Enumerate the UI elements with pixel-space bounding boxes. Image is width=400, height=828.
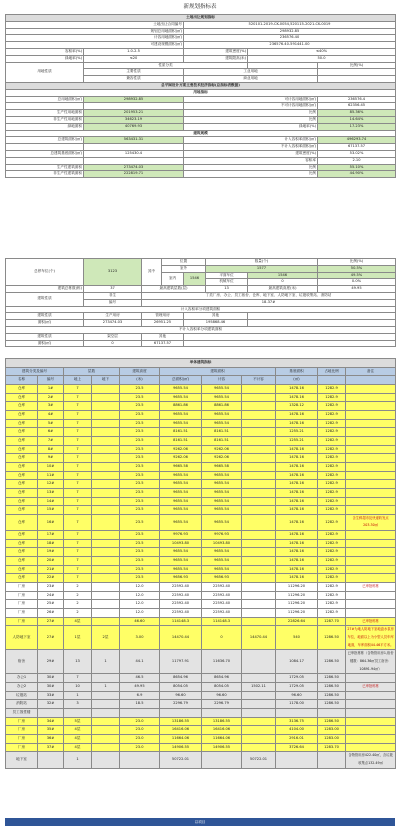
table-row: 办公1 30# 7 46.5 8654.96 8654.96 1729.05 1286.50 bbox=[6, 674, 396, 683]
footer-bar: 以项目 bbox=[5, 818, 395, 826]
calc-area-label: 计容用地面积(㎡) bbox=[6, 35, 184, 42]
total-area-value: 298932.85 bbox=[184, 28, 396, 35]
table-row: 仓库 4# 7 23.5 9655.54 9655.54 1478.16 1282.9 bbox=[6, 410, 396, 419]
table-row: 仓库 17# 7 23.5 9976.93 9976.93 1478.16 1282.9 bbox=[6, 531, 396, 540]
table-row: 仓库 18# 7 23.5 10493.80 10493.80 1478.16 1282.9 bbox=[6, 539, 396, 548]
table-row: 厂房 23# 2 12.0 22592.40 22592.40 11296.20 1282.9 已审批栋栋 bbox=[6, 583, 396, 592]
parking-total-label: 总停车位(个) bbox=[6, 259, 84, 286]
table-row: 仓库 14# 7 23.5 9655.54 9655.54 1478.16 1282.9 bbox=[6, 497, 396, 506]
contract-value: 520101-2019-CK-0054,520115-2021-CK-0019 bbox=[184, 21, 396, 28]
table-row: 厂房 36# 4层 23.0 11664.06 11664.06 2916.01 1283.00 bbox=[6, 734, 396, 743]
table-row: 仓库 9# 7 23.5 9262.06 9262.06 1478.16 1282.9 bbox=[6, 454, 396, 463]
table-row: 厂房 27# 4层 46.60 114148.3 114148.3 22826.64 1287.70 已审批栋栋 bbox=[6, 617, 396, 626]
far-label: 容积率(%) bbox=[6, 48, 84, 55]
sub-nature-value: 商业用地 bbox=[184, 76, 318, 83]
parking-table: 总停车位(个) 3123 其中 位置 数量(个) 比例(%) 室外 1577 50.5% 室内 1546 平面车位 1546 49.5% 机械车位 0 0.0% 建筑总栋数(栋) 37 最高建筑层数(层) 13 最高建筑高度(米) 49.95 建筑性质 非生 丁类厂房、办公、员工宿舍、仓库、地下室、人防地下室、垃圾收集站、消防站 编号 18-37# 计入容积率分项建筑面积 建筑性质 生产用房 管理用房 其他 面积(㎡) 273474.03 26951.25 195868.46 不计入容积率分项建筑面积 建筑性质 架空层 其他 面积(㎡) 0 67137.57 bbox=[5, 258, 396, 347]
nature-category-header: 性质分类 bbox=[84, 62, 248, 69]
single-building-title: 单体建筑指标 bbox=[6, 359, 396, 368]
table-row: 仓库 8# 7 23.5 9262.06 9262.06 1478.16 1282.9 bbox=[6, 445, 396, 454]
table-row: 厂房 24# 2 12.0 22592.40 22592.40 11296.20 1282.9 bbox=[6, 591, 396, 600]
document-title: 新规划指标表 bbox=[183, 4, 217, 10]
table-row: 仓库 6# 7 23.5 8161.51 8161.51 1255.21 1282.9 bbox=[6, 428, 396, 437]
excluded-area-title: 不计入容积率分项建筑面积 bbox=[6, 326, 396, 333]
table-row: 仓库 3# 7 23.5 8861.86 8861.86 1328.12 1282.9 bbox=[6, 402, 396, 411]
density-value: ≤40% bbox=[248, 48, 396, 55]
table-row: 仓库 16# 7 23.5 9655.54 9655.54 1478.16 1282.9 含生鲜超市及快递收发点203.30㎡ bbox=[6, 514, 396, 530]
table-row: 仓库 10# 7 23.5 9665.58 9665.58 1478.16 1282.9 bbox=[6, 462, 396, 471]
build-scale-value: 236576.40-591441.00 bbox=[184, 42, 396, 49]
table-row: 厂房 34# 5层 23.0 13186.55 13186.55 3136.75 1286.50 bbox=[6, 717, 396, 726]
green-value: ≤20 bbox=[84, 55, 184, 62]
build-scale-label: 可建设规模面积(㎡) bbox=[6, 42, 184, 49]
land-nature-label: 用地性质 bbox=[6, 62, 84, 82]
table-row: 仓库 5# 7 23.5 9655.54 9655.54 1478.16 1282.9 bbox=[6, 419, 396, 428]
main-nature-value: 工业用地 bbox=[184, 69, 318, 76]
table-row: 消防站 32# 3 18.5 2296.79 2296.79 1178.00 1286.50 bbox=[6, 700, 396, 709]
included-area-title: 计入容积率分项建筑面积 bbox=[6, 306, 396, 313]
table-row: 仓库 1# 7 23.5 9655.54 9655.54 1478.16 1282.9 bbox=[6, 384, 396, 393]
table-row: 厂房 35# 4层 23.0 16416.06 16416.06 4104.00 1283.00 bbox=[6, 726, 396, 735]
table-row: 仓库 15# 7 23.5 9655.54 9655.54 1478.16 1282.9 bbox=[6, 506, 396, 515]
table-row: 仓库 20# 7 23.5 9655.54 9655.54 1478.16 1282.9 bbox=[6, 557, 396, 566]
main-nature-label: 主要性质 bbox=[84, 69, 184, 76]
land-indicator-table: 土地出让规划指标 土地出让合同编号 520101-2019-CK-0054,520115-2021-CK-0019 规划总用地面积(㎡) 298932.85 计容用地面积(㎡) 236576.40 可建设规模面积(㎡) 236576.40-591441.00 容积率(%) 1.0-2.5 建筑密度(%) ≤40% 绿地率(%) ≤20 建筑限高(米) 50.0 用地性质 性质分类 比例(%) 主要性质 工业用地 兼容性质 商业用地 总平图设计方案主要技术经济指标(总指标表数据) 用地指标 总用地面积(㎡) 298932.85 可计容用地面积(㎡) 236576.4 不可计容用地面积(㎡) 62356.45 生产性用地面积 201953.21 比例 85.36% 非生产性用地面积 34623.19 比例 14.64% 绿地面积 40769.93 绿地率(%) 17.23% 建筑规模 总建筑面积(㎡) 563431.31 计入容积率面积(㎡) 496293.74 不计入容积率面积(㎡) 67137.57 总建筑基底面积(㎡) 125430.4 建筑密度(%) 53.02% 容积率 2.10 生产性建筑面积 273474.03 比例 55.10% 非生产性建筑面积 222819.71 比例 44.90% bbox=[5, 14, 396, 178]
table-row: 仓库 2# 7 23.5 9655.54 9655.54 1478.16 1282.9 bbox=[6, 393, 396, 402]
table-row: 厂房 25# 2 12.0 22592.40 22592.40 11296.20 1282.9 bbox=[6, 600, 396, 609]
table-row: 员工饭堂楼 bbox=[6, 708, 396, 717]
table-row: 仓库 21# 7 23.5 9655.54 9655.54 1478.16 1282.9 bbox=[6, 565, 396, 574]
far-value: 1.0-2.5 bbox=[84, 48, 184, 55]
nature-ratio-header: 比例(%) bbox=[318, 62, 396, 69]
height-label: 建筑限高(米) bbox=[184, 55, 248, 62]
table-row: 仓库 13# 7 23.5 9655.54 9655.54 1478.16 1282.9 bbox=[6, 488, 396, 497]
sub-nature-label: 兼容性质 bbox=[84, 76, 184, 83]
single-building-table: 单体建筑指标 建筑分类及编号 层数 建筑高度 建筑面积 基底面积 占地比例 备注 名称 编号 地上 地下 (米) 总面积(㎡) 计容 不计容 (㎡) 仓库 1# 7 23.5 9655.54 9655.54 1478.16 1282.9 仓库 2# 7 23.5 9655.54 9655.54 1478.16 1282.9 仓库 3# 7 23.5 8861.86 8861.86 1328.12 1282.9 仓库 4# 7 23.5 9655.54 9655.54 1478.16 1282.9 仓库 5# 7 23.5 9655.54 9655.54 1478.16 1282.9 仓库 6# 7 23.5 8161.51 8161.51 1255.21 1282.9 仓库 7# 7 23.5 8161.51 8161.51 1255.21 1282.9 仓库 8# 7 23.5 9262.06 9262.06 1478.16 1282.9 仓库 9# 7 23.5 9262.06 9262.06 1478.16 1282.9 仓库 10# 7 23.5 9665.58 9665.58 1478.16 1282.9 仓库 11# 7 23.5 9655.54 9655.54 1478.16 1282.9 仓库 12# 7 23.5 9655.54 9655.54 1478.16 1282.9 仓库 13# 7 23.5 9655.54 9655.54 1478.16 1282.9 仓库 14# 7 23.5 9655.54 9655.54 1478.16 1282.9 仓库 15# 7 23.5 9655.54 9655.54 1478.16 1282.9 仓库 16# 7 23.5 9655.54 9655.54 1478.16 1282.9 含生鲜超市及快递收发点203.30㎡ 仓库 17# 7 23.5 9976.93 9976.93 1478.16 1282.9 仓库 18# 7 23.5 10493.80 10493.80 1478.16 1282.9 仓库 19# 7 23.5 9655.54 9655.54 1478.16 1282.9 仓库 20# 7 23.5 9655.54 9655.54 1478.16 1282.9 仓库 21# 7 23.5 9655.54 9655.54 1478.16 1282.9 仓库 22# 7 23.5 9656.93 9656.93 1478.16 1282.9 厂房 23# 2 12.0 22592.40 22592.40 11296.20 1282.9 已审批栋栋 厂房 24# 2 12.0 22592.40 22592.40 11296.20 1282.9 厂房 25# 2 12.0 22592.40 22592.40 11296.20 1282.9 厂房 26# 2 12.0 22592.40 22592.40 11296.20 1282.9 厂房 27# 4层 46.60 114148.3 114148.3 22826.64 1287.70 已审批栋栋 人防地下室 27# 1层 2层 3.00 14470.44 0 14470.44 540 1286.50 27#为地人防地下室地盘水泵房车位，地面以上为小型人员车库地面，车库面积44.46平方米。 宿舍 29# 13 1 44.1 11797.91 11636.70 1084.17 1286.50 已审批栋栋（含物管用房1,宿舍楼数：864.36㎡员工宿舍：10891.94㎡） 办公1 30# 7 46.5 8654.96 8654.96 1729.05 1286.50 办公2 30# 10 1 49.95 8054.05 8054.05 1502.11 1729.05 1286.50 已审批栋栋 垃圾站 33# 1 6.9 96.60 96.60 96.60 1286.50 消防站 32# 3 18.5 2296.79 2296.79 1178.00 1286.50 员工饭堂楼 厂房 34# 5层 23.0 13186.55 13186.55 3136.75 1286.50 厂房 35# 4层 23.0 16416.06 16416.06 4104.00 1283.00 厂房 36# 4层 23.0 11664.06 11664.06 2916.01 1283.00 厂房 37# 4层 23.0 14906.55 14906.55 3726.64 1283.70 地下室 1 50722.01 50722.01 含物管用房422.40㎡，含垃圾收集点132.49㎡ bbox=[5, 358, 396, 769]
site-area-value: 298932.85 bbox=[84, 96, 184, 103]
plan-section-title: 总平图设计方案主要技术经济指标(总指标表数据) bbox=[6, 82, 396, 89]
green-label: 绿地率(%) bbox=[6, 55, 84, 62]
table-row: 仓库 19# 7 23.5 9655.54 9655.54 1478.16 1282.9 bbox=[6, 548, 396, 557]
height-value: 50.0 bbox=[248, 55, 396, 62]
building-scale-title: 建筑规模 bbox=[6, 130, 396, 137]
table-row: 仓库 11# 7 23.5 9655.54 9655.54 1478.16 1282.9 bbox=[6, 471, 396, 480]
table-row: 厂房 26# 2 12.0 22592.40 22592.40 11296.20 1282.9 bbox=[6, 609, 396, 618]
table-row: 仓库 22# 7 23.5 9656.93 9656.93 1478.16 1282.9 bbox=[6, 574, 396, 583]
land-use-title: 用地指标 bbox=[6, 89, 396, 96]
calc-area-value: 236576.40 bbox=[184, 35, 396, 42]
table-row: 垃圾站 33# 1 6.9 96.60 96.60 96.60 1286.50 bbox=[6, 691, 396, 700]
density-label: 建筑密度(%) bbox=[184, 48, 248, 55]
land-section-title: 土地出让规划指标 bbox=[6, 15, 396, 22]
total-area-label: 规划总用地面积(㎡) bbox=[6, 28, 184, 35]
table-row: 办公2 30# 10 1 49.95 8054.05 8054.05 1502.11 1729.05 1286.50 已审批栋栋 bbox=[6, 682, 396, 691]
parking-total-value: 3123 bbox=[84, 259, 142, 286]
table-row: 厂房 37# 4层 23.0 14906.55 14906.55 3726.64 1283.70 bbox=[6, 743, 396, 752]
table-row: 仓库 7# 7 23.5 8161.51 8161.51 1255.21 1282.9 bbox=[6, 436, 396, 445]
table-row: 仓库 12# 7 23.5 9655.54 9655.54 1478.16 1282.9 bbox=[6, 480, 396, 489]
contract-label: 土地出让合同编号 bbox=[6, 21, 184, 28]
